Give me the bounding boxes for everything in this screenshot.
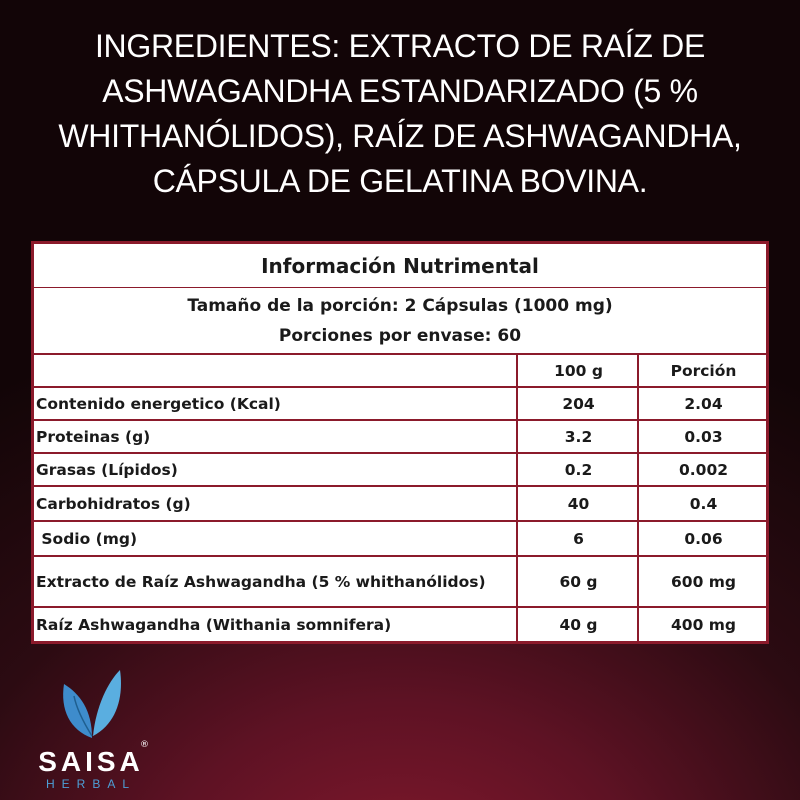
- row-label: Sodio (mg): [34, 522, 518, 555]
- registered-mark: ®: [140, 740, 149, 750]
- table-row: [34, 454, 766, 487]
- table-row: [34, 557, 766, 608]
- row-value-100g: 0.2: [520, 454, 639, 485]
- serving-info: [34, 288, 766, 355]
- row-value-100g: 60 g: [520, 557, 639, 606]
- table-header-row: [34, 355, 766, 388]
- row-value-100g: 40 g: [520, 608, 639, 641]
- row-value-portion: 0.06: [684, 529, 723, 548]
- row-value-100g: 204: [520, 388, 639, 419]
- row-value-100g: 6: [520, 522, 639, 555]
- header-empty: [34, 355, 518, 386]
- header-100g: 100 g: [520, 355, 639, 386]
- row-label: Proteinas (g): [34, 421, 518, 452]
- row-label: Contenido energetico (Kcal): [34, 388, 518, 419]
- table-row: [34, 487, 766, 522]
- nutrition-table: [31, 241, 769, 644]
- ingredients-line: ASHWAGANDHA ESTANDARIZADO (5 %: [102, 73, 698, 109]
- row-value-100g: 3.2: [520, 421, 639, 452]
- table-title: Información Nutrimental: [34, 244, 766, 289]
- table-row: [34, 522, 766, 557]
- row-label: Extracto de Raíz Ashwagandha (5 % whithanólidos): [34, 557, 518, 606]
- table-row: [34, 421, 766, 454]
- leaf-icon: [52, 664, 122, 740]
- table-row: [34, 388, 766, 421]
- serving-size: Tamaño de la porción: 2 Cápsulas (1000 mg): [187, 295, 613, 316]
- row-value-portion: 600 mg: [671, 572, 736, 591]
- row-value-100g: 40: [520, 487, 639, 520]
- row-value-portion: 0.03: [684, 427, 723, 446]
- brand-name: SAISA: [38, 746, 144, 777]
- row-value-portion: 400 mg: [671, 615, 736, 634]
- header-portion: Porción: [670, 361, 737, 380]
- row-label: Raíz Ashwagandha (Withania somnifera): [34, 608, 518, 641]
- table-row: [34, 608, 766, 641]
- row-label: Grasas (Lípidos): [34, 454, 518, 485]
- brand-logo: [22, 664, 152, 792]
- row-value-portion: 0.4: [689, 494, 718, 513]
- servings-per-container: Porciones por envase: 60: [278, 325, 522, 346]
- brand-subtitle: HERBAL: [45, 777, 137, 791]
- ingredients-line: INGREDIENTES: EXTRACTO DE RAÍZ DE: [94, 28, 706, 64]
- row-value-portion: 2.04: [684, 394, 723, 413]
- ingredients-line: CÁPSULA DE GELATINA BOVINA.: [152, 163, 648, 199]
- row-value-portion: 0.002: [678, 460, 729, 479]
- ingredients-line: WHITHANÓLIDOS), RAÍZ DE ASHWAGANDHA,: [58, 118, 742, 154]
- row-label: Carbohidratos (g): [34, 487, 518, 520]
- ingredients-text: [30, 24, 770, 204]
